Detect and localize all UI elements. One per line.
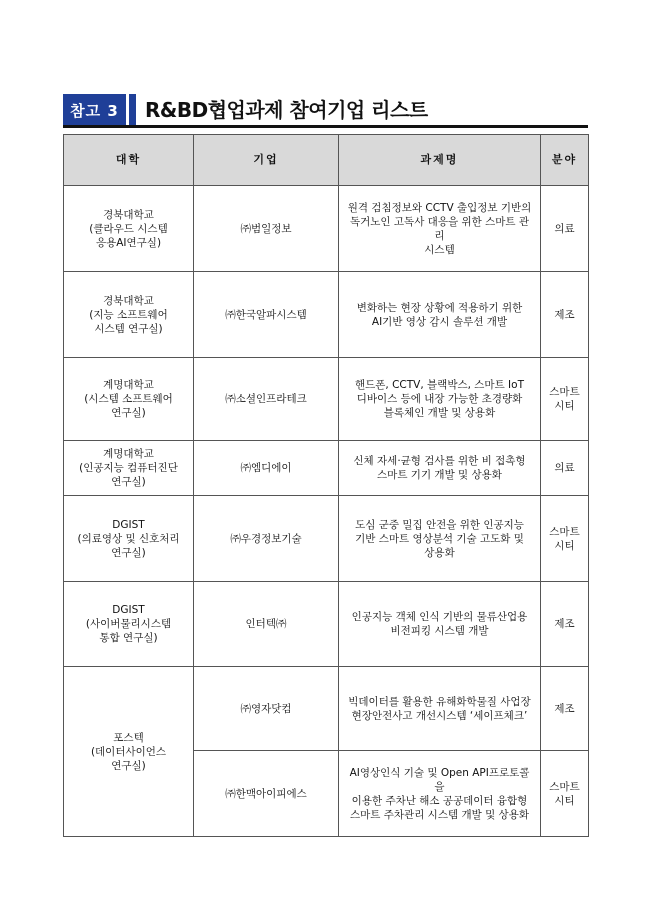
university-line: 연구실): [111, 546, 146, 559]
column-header-company: 기업: [194, 135, 339, 186]
company-cell: 인터텍㈜: [194, 582, 339, 667]
project-line: 현장안전사고 개선시스템 ‘세이프체크’: [351, 709, 528, 722]
field-cell: [541, 667, 589, 751]
university-line: 연구실): [111, 759, 146, 772]
university-line: 계명대학교: [103, 379, 154, 391]
column-header-university: 대학: [64, 135, 194, 186]
project-line: 디바이스 등에 내장 가능한 초경량화: [356, 393, 523, 405]
project-cell: [339, 496, 541, 582]
field-cell: [541, 496, 589, 582]
university-line: (인공지능 컴퓨터진단: [79, 462, 178, 474]
table-row: [64, 441, 589, 496]
university-line: DGIST: [112, 518, 145, 531]
project-cell: [339, 186, 541, 272]
field-line: 시티: [554, 400, 575, 412]
page-title: R&BD협업과제 참여기업 리스트: [145, 98, 428, 122]
company-cell: ㈜한국알파시스템: [194, 272, 339, 358]
field-line: 제조: [554, 618, 575, 630]
company-cell: ㈜영자닷컴: [194, 667, 339, 751]
company-cell: ㈜소셜인프라테크: [194, 358, 339, 441]
university-cell: [64, 358, 194, 441]
university-line: 연구실): [111, 476, 146, 488]
university-cell: [64, 441, 194, 496]
company-cell: ㈜범일정보: [194, 186, 339, 272]
field-line: 제조: [554, 308, 575, 321]
project-line: 도심 군중 밀집 안전을 위한 인공지능: [355, 518, 524, 531]
project-line: 빅데이터를 활용한 유해화학물질 사업장: [348, 695, 531, 708]
university-line: 통합 연구실): [99, 632, 158, 644]
project-line: 기반 스마트 영상분석 기술 고도화 및: [355, 532, 524, 545]
university-cell: [64, 496, 194, 582]
university-line: 시스템 연구실): [94, 322, 163, 335]
company-cell: ㈜우경정보기술: [194, 496, 339, 582]
field-line: 스마트: [549, 780, 580, 793]
university-line: 경북대학교: [103, 294, 154, 307]
project-line: 인공지능 객체 인식 기반의 물류산업용: [351, 611, 528, 623]
project-cell: [339, 358, 541, 441]
project-line: AI기반 영상 감시 솔루션 개발: [371, 315, 508, 328]
field-line: 스마트: [549, 525, 580, 538]
field-line: 스마트: [549, 386, 580, 398]
project-line: 스마트 주차관리 시스템 개발 및 상용화: [350, 808, 529, 821]
project-line: 독거노인 고독사 대응을 위한 스마트 관리: [350, 215, 529, 242]
project-line: 시스템: [424, 243, 455, 256]
project-line: 변화하는 현장 상황에 적용하기 위한: [356, 301, 523, 314]
field-cell: [541, 751, 589, 837]
table-header-row: [64, 135, 589, 186]
university-line: (시스템 소프트웨어: [84, 393, 173, 405]
project-line: 상용화: [424, 546, 455, 559]
field-line: 시티: [554, 794, 575, 807]
university-cell: [64, 582, 194, 667]
field-line: 제조: [554, 702, 575, 715]
university-line: 경북대학교: [103, 208, 154, 221]
project-cell: [339, 667, 541, 751]
university-line: (데이터사이언스: [90, 745, 167, 758]
university-line: (의료영상 및 신호처리: [77, 532, 180, 545]
field-cell: [541, 358, 589, 441]
project-line: 비전피킹 시스템 개발: [390, 625, 489, 637]
title-underline: [63, 125, 588, 128]
project-line: AI영상인식 기술 및 Open API프로토콜을: [349, 766, 530, 793]
reference-badge: 참고 3: [63, 94, 126, 126]
field-line: 의료: [554, 462, 575, 474]
header-accent-bar: [129, 94, 136, 126]
project-line: 신체 자세·균형 검사를 위한 비 접촉형: [353, 455, 526, 467]
table-row: [64, 582, 589, 667]
project-cell: [339, 582, 541, 667]
project-line: 원격 검침정보와 CCTV 출입정보 기반의: [347, 201, 532, 214]
project-cell: [339, 751, 541, 837]
field-cell: [541, 582, 589, 667]
table-row: [64, 667, 589, 751]
project-line: 스마트 기기 개발 및 상용화: [377, 469, 502, 481]
project-cell: [339, 272, 541, 358]
university-line: (클라우드 시스템: [89, 222, 168, 235]
field-line: 의료: [554, 222, 575, 235]
university-line: 포스텍: [113, 731, 144, 744]
field-cell: [541, 441, 589, 496]
table-row: [64, 496, 589, 582]
project-line: 핸드폰, CCTV, 블랙박스, 스마트 IoT: [355, 379, 524, 391]
table-row: [64, 358, 589, 441]
participant-table: [63, 134, 589, 837]
project-line: 블록체인 개발 및 상용화: [383, 407, 496, 419]
university-line: (지능 소프트웨어: [89, 308, 168, 321]
column-header-project: 과제명: [339, 135, 541, 186]
table-row: [64, 272, 589, 358]
university-line: 연구실): [111, 407, 146, 419]
university-line: 응용AI연구실): [95, 236, 162, 249]
university-cell: [64, 272, 194, 358]
section-header: [63, 94, 588, 126]
company-cell: ㈜한맥아이피에스: [194, 751, 339, 837]
project-cell: [339, 441, 541, 496]
university-line: (사이버물리시스템: [85, 618, 172, 630]
university-line: DGIST: [112, 604, 145, 616]
project-line: 이용한 주차난 해소 공공데이터 융합형: [351, 794, 528, 807]
table-row: [64, 186, 589, 272]
university-line: 계명대학교: [103, 448, 154, 460]
university-cell: [64, 186, 194, 272]
company-cell: ㈜엠디에이: [194, 441, 339, 496]
field-cell: [541, 186, 589, 272]
field-cell: [541, 272, 589, 358]
field-line: 시티: [554, 539, 575, 552]
university-cell: [64, 667, 194, 837]
column-header-field: 분야: [541, 135, 589, 186]
